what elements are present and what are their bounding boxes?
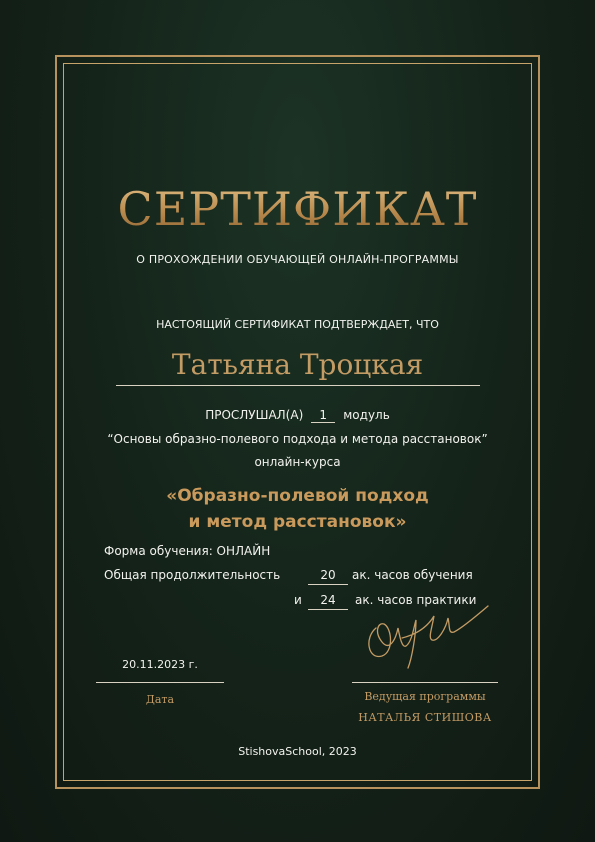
certificate-title: СЕРТИФИКАТ — [0, 182, 595, 236]
course-name-line2: и метод расстановок» — [188, 512, 407, 532]
practice-unit: ак. часов практики — [355, 593, 477, 607]
listened-line — [0, 408, 595, 423]
signer-name: НАТАЛЬЯ СТИШОВА — [358, 711, 492, 724]
certificate-subtitle: О ПРОХОЖДЕНИИ ОБУЧАЮЩЕЙ ОНЛАЙН-ПРОГРАММЫ — [136, 253, 459, 266]
handwritten-signature — [362, 598, 492, 670]
name-underline — [116, 385, 480, 386]
form-of-study: Форма обучения: ОНЛАЙН — [104, 544, 271, 558]
signer-role: Ведущая программы — [364, 690, 486, 703]
date-value: 20.11.2023 г. — [122, 658, 198, 671]
recipient-name: Татьяна Троцкая — [171, 348, 424, 381]
signature-underline — [352, 682, 498, 683]
and-word: и — [294, 593, 302, 607]
course-type: онлайн-курса — [254, 455, 341, 469]
module-word: модуль — [343, 408, 390, 422]
confirm-text: НАСТОЯЩИЙ СЕРТИФИКАТ ПОДТВЕРЖДАЕТ, ЧТО — [156, 318, 439, 331]
module-count: 1 — [311, 408, 335, 423]
duration-label: Общая продолжительность — [104, 568, 281, 582]
course-name-line1: «Образно-полевой подход — [166, 486, 429, 506]
study-unit: ак. часов обучения — [352, 568, 473, 582]
module-title: “Основы образно-полевого подхода и метода расстановок” — [107, 432, 488, 446]
footer-school: StishovaSchool, 2023 — [238, 745, 357, 758]
course-name — [0, 483, 595, 535]
date-underline — [96, 682, 224, 683]
practice-hours: 24 — [308, 593, 348, 610]
date-label: Дата — [145, 693, 175, 706]
study-hours: 20 — [308, 568, 348, 585]
listened-prefix: ПРОСЛУШАЛ(А) — [205, 408, 304, 422]
